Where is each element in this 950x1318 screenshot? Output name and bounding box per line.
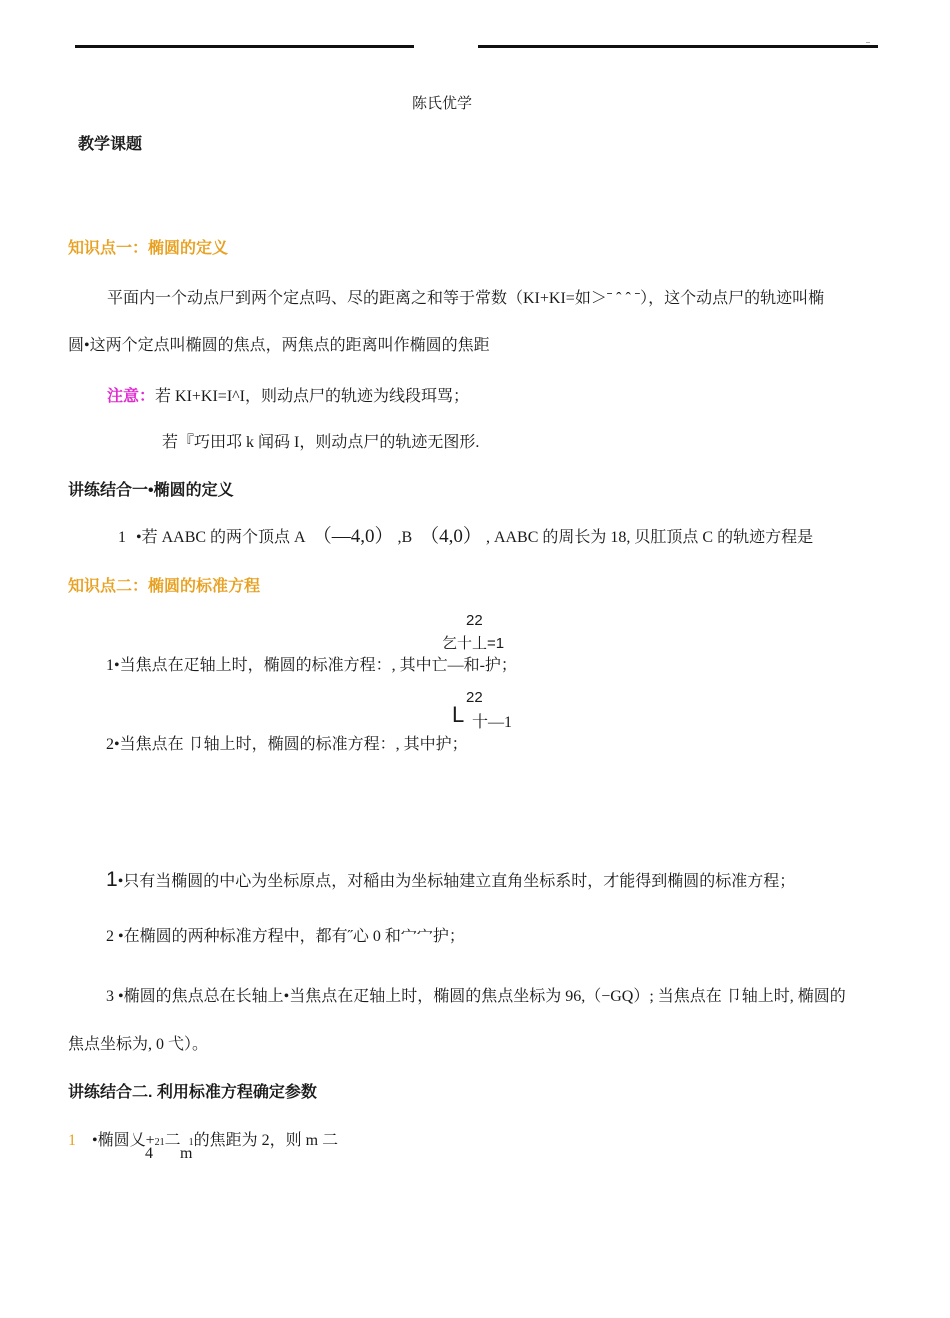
exercise1-heading: 讲练结合一•椭圆的定义 <box>68 482 234 499</box>
eq2-top: 22 <box>466 689 483 706</box>
e2-denominator-1: 4 <box>145 1145 153 1162</box>
lesson-title: 教学课题 <box>78 136 143 153</box>
exercise1-question <box>118 521 813 548</box>
header-rule-left <box>75 45 414 48</box>
e2-q1-text-b: 二 <box>164 1132 181 1149</box>
kp1-note-line2: 若『巧田邛 k 闻码 I，则动点尸的轨迹无图形. <box>162 434 480 451</box>
exercise2-question <box>68 1127 338 1150</box>
eq2-rest: 十—1 <box>472 714 513 731</box>
q1-text-a: •若 AABC 的两个顶点 A <box>136 529 305 546</box>
kp2-item2: 2•当焦点在 卩轴上时，椭圆的标准方程：, 其中护； <box>106 736 468 753</box>
kp2-item1: 1•当焦点在疋轴上时，椭圆的标准方程：, 其中亡—和-护； <box>106 657 517 674</box>
note-1-text: •只有当椭圆的中心为坐标原点，对稲由为坐标轴建立直角坐标系时，才能得到椭圆的标准方程； <box>117 873 796 890</box>
kp2-heading: 知识点二：椭圆的标准方程 <box>68 578 261 595</box>
note-label: 注意： <box>107 388 156 405</box>
header-rule-right <box>478 45 878 48</box>
note-3-line1: 3 •椭圆的焦点总在长轴上•当焦点在疋轴上时，椭圆的焦点坐标为 96,（−GQ）; 当焦点在 卩轴上时, 椭圆的 <box>106 988 846 1005</box>
note-1 <box>106 868 795 892</box>
e2-q1-text-c: 的焦距为 2，则 m 二 <box>193 1132 339 1149</box>
e2-q1-text-a: •椭圆乂+ <box>92 1132 155 1149</box>
exercise2-heading: 讲练结合二. 利用标准方程确定参数 <box>68 1084 317 1101</box>
note-1-number: 1 <box>106 868 118 891</box>
kp1-para-line1: 平面内一个动点尸到两个定点吗、尽的距离之和等于常数（KI+KI=如＞ˉ ˆ ˆ ˉ），这个动点尸的轨迹叫椭 <box>107 290 825 307</box>
q1-point-b: （4,0） <box>420 526 482 547</box>
eq1-top: 22 <box>466 612 483 629</box>
note-3-line2: 焦点坐标为, 0 弋）。 <box>68 1036 209 1053</box>
e2-q1-number: 1 <box>68 1132 76 1149</box>
kp1-note <box>107 383 469 406</box>
header-mark: .. <box>866 36 870 45</box>
q1-text-b: ,B <box>397 529 413 546</box>
eq1-mid: 乞十丄=1 <box>442 635 505 652</box>
note-2: 2 •在椭圆的两种标准方程中，都有˝心 0 和宀宀护； <box>106 928 465 945</box>
e2-denominator-2: m <box>180 1145 193 1162</box>
eq2-big: L <box>452 702 465 727</box>
q1-number: 1 <box>118 529 126 546</box>
kp1-para-line2: 圆•这两个定点叫椭圆的焦点，两焦点的距离叫作椭圆的焦距 <box>68 337 490 354</box>
note-line1: 若 KI+KI=I^I，则动点尸的轨迹为线段珥骂； <box>155 388 469 405</box>
q1-text-c: , AABC 的周长为 18, 贝肛顶点 C 的轨迹方程是 <box>485 529 814 546</box>
e2-q1-sub: 21 <box>154 1137 165 1148</box>
e2-q1-sub2: 1 <box>188 1137 194 1148</box>
kp1-heading: 知识点一：椭圆的定义 <box>68 240 229 257</box>
school-name: 陈氏优学 <box>412 96 473 112</box>
q1-point-a: （—4,0） <box>312 526 394 547</box>
